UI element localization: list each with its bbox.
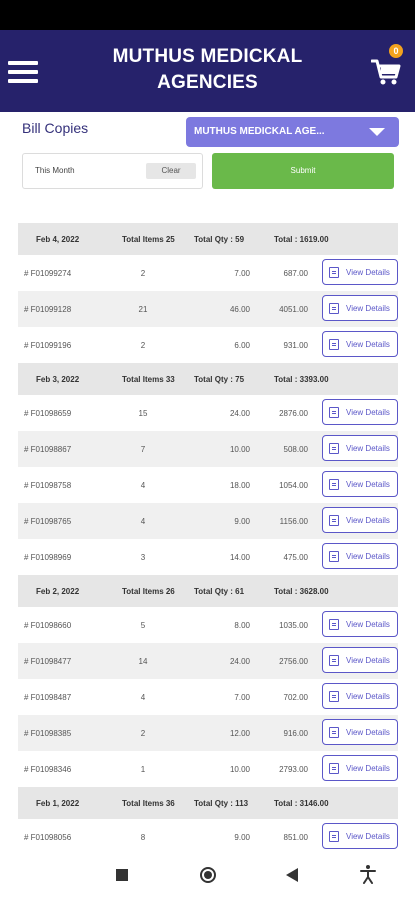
- document-icon: [329, 551, 339, 562]
- bill-total: 2793.00: [279, 765, 308, 774]
- period-filter[interactable]: [22, 153, 203, 189]
- bill-qty: 7.00: [234, 693, 250, 702]
- bill-number: # F01098056: [24, 833, 72, 842]
- view-details-button[interactable]: [322, 543, 398, 569]
- view-details-label: View Details: [346, 552, 390, 561]
- bill-qty: 9.00: [234, 833, 250, 842]
- bill-number: # F01098969: [24, 553, 72, 562]
- bill-number: # F01098867: [24, 445, 72, 454]
- bill-qty: 8.00: [234, 621, 250, 630]
- company-select[interactable]: [186, 117, 399, 147]
- bill-total: 687.00: [283, 269, 308, 278]
- bill-number: # F01098758: [24, 481, 72, 490]
- bills-list: [18, 223, 398, 855]
- bill-qty: 9.00: [234, 517, 250, 526]
- group-total-qty: Total Qty : 59: [194, 235, 245, 244]
- bill-row: [18, 751, 398, 787]
- group-total-qty: Total Qty : 113: [194, 799, 249, 808]
- bill-rows: [18, 607, 398, 787]
- bill-number: # F01098477: [24, 657, 72, 666]
- bill-row: [18, 327, 398, 363]
- view-details-label: View Details: [346, 764, 390, 773]
- view-details-label: View Details: [346, 268, 390, 277]
- view-details-button[interactable]: [322, 259, 398, 285]
- bill-total: 916.00: [283, 729, 308, 738]
- group-header: [18, 363, 398, 395]
- bill-item-count: 2: [140, 341, 146, 350]
- group-total-items: Total Items 25: [122, 235, 175, 244]
- bill-total: 1156.00: [279, 517, 308, 526]
- app-header: [0, 30, 415, 112]
- submit-button[interactable]: Submit: [212, 153, 394, 189]
- document-icon: [329, 831, 339, 842]
- bill-item-count: 4: [140, 481, 146, 490]
- bill-total: 1035.00: [279, 621, 308, 630]
- bill-item-count: 4: [140, 517, 146, 526]
- view-details-label: View Details: [346, 340, 390, 349]
- bill-number: # F01098765: [24, 517, 72, 526]
- home-button[interactable]: [200, 867, 216, 883]
- document-icon: [329, 267, 339, 278]
- view-details-button[interactable]: [322, 823, 398, 849]
- bill-item-count: 2: [140, 269, 146, 278]
- bill-qty: 24.00: [229, 409, 250, 418]
- bill-total: 2876.00: [279, 409, 308, 418]
- bill-total: 931.00: [283, 341, 308, 350]
- view-details-button[interactable]: [322, 647, 398, 673]
- document-icon: [329, 339, 339, 350]
- document-icon: [329, 515, 339, 526]
- group-total-items: Total Items 36: [122, 799, 175, 808]
- group-header: [18, 223, 398, 255]
- bill-row: [18, 255, 398, 291]
- app-title-line2: AGENCIES: [157, 72, 258, 93]
- bill-qty: 46.00: [229, 305, 250, 314]
- bill-number: # F01099128: [24, 305, 72, 314]
- view-details-button[interactable]: [322, 507, 398, 533]
- bill-total: 4051.00: [279, 305, 308, 314]
- bill-qty: 10.00: [229, 445, 250, 454]
- bill-row: [18, 503, 398, 539]
- menu-icon[interactable]: [8, 61, 38, 83]
- bill-item-count: 21: [138, 305, 148, 314]
- group-header: [18, 787, 398, 819]
- document-icon: [329, 763, 339, 774]
- view-details-button[interactable]: [322, 611, 398, 637]
- bill-row: [18, 467, 398, 503]
- bill-item-count: 2: [140, 729, 146, 738]
- chevron-down-icon: [369, 128, 385, 136]
- document-icon: [329, 619, 339, 630]
- bill-rows: [18, 395, 398, 575]
- view-details-button[interactable]: [322, 683, 398, 709]
- bill-total: 702.00: [283, 693, 308, 702]
- bill-qty: 6.00: [234, 341, 250, 350]
- bill-row: [18, 395, 398, 431]
- company-select-value: MUTHUS MEDICKAL AGE...: [194, 126, 325, 137]
- bill-qty: 10.00: [229, 765, 250, 774]
- bill-row: [18, 715, 398, 751]
- group-total-qty: Total Qty : 75: [194, 375, 245, 384]
- view-details-button[interactable]: [322, 331, 398, 357]
- group-date: Feb 1, 2022: [36, 799, 80, 808]
- view-details-label: View Details: [346, 832, 390, 841]
- bill-row: [18, 607, 398, 643]
- document-icon: [329, 407, 339, 418]
- bill-number: # F01098487: [24, 693, 72, 702]
- view-details-button[interactable]: [322, 719, 398, 745]
- bill-total: 851.00: [283, 833, 308, 842]
- group-date: Feb 3, 2022: [36, 375, 80, 384]
- bill-rows: [18, 819, 398, 855]
- clear-button[interactable]: Clear: [146, 163, 196, 179]
- document-icon: [329, 443, 339, 454]
- page-title: Bill Copies: [22, 120, 89, 136]
- period-value: This Month: [35, 166, 75, 175]
- view-details-label: View Details: [346, 692, 390, 701]
- view-details-label: View Details: [346, 480, 390, 489]
- group-total-amount: Total : 3628.00: [274, 587, 329, 596]
- document-icon: [329, 655, 339, 666]
- accessibility-icon[interactable]: [360, 864, 376, 884]
- bill-item-count: 1: [140, 765, 146, 774]
- view-details-label: View Details: [346, 408, 390, 417]
- document-icon: [329, 479, 339, 490]
- view-details-label: View Details: [346, 728, 390, 737]
- bill-number: # F01099274: [24, 269, 72, 278]
- bill-number: # F01099196: [24, 341, 72, 350]
- cart-count-badge: 0: [389, 44, 403, 58]
- view-details-button[interactable]: [322, 435, 398, 461]
- bill-qty: 7.00: [234, 269, 250, 278]
- group-total-items: Total Items 33: [122, 375, 175, 384]
- status-bar: [0, 0, 415, 30]
- bill-total: 508.00: [283, 445, 308, 454]
- bill-number: # F01098659: [24, 409, 72, 418]
- bill-number: # F01098346: [24, 765, 72, 774]
- bill-qty: 12.00: [229, 729, 250, 738]
- bill-item-count: 15: [138, 409, 148, 418]
- bill-number: # F01098385: [24, 729, 72, 738]
- bill-rows: [18, 255, 398, 363]
- document-icon: [329, 303, 339, 314]
- bill-total: 1054.00: [279, 481, 308, 490]
- app-title-line1: MUTHUS MEDICKAL: [112, 46, 303, 67]
- system-nav-bar: [0, 852, 415, 900]
- back-button[interactable]: [286, 868, 298, 882]
- app-title: [90, 44, 325, 96]
- bill-item-count: 14: [138, 657, 148, 666]
- group-total-qty: Total Qty : 61: [194, 587, 245, 596]
- bill-item-count: 3: [140, 553, 146, 562]
- bill-qty: 14.00: [229, 553, 250, 562]
- bill-number: # F01098660: [24, 621, 72, 630]
- cart-icon: [371, 58, 401, 86]
- bill-row: [18, 291, 398, 327]
- bill-total: 475.00: [283, 553, 308, 562]
- bill-row: [18, 539, 398, 575]
- group-total-items: Total Items 26: [122, 587, 175, 596]
- recent-apps-button[interactable]: [116, 869, 128, 881]
- cart-button[interactable]: [369, 44, 409, 94]
- bill-total: 2756.00: [279, 657, 308, 666]
- view-details-label: View Details: [346, 444, 390, 453]
- group-total-amount: Total : 1619.00: [274, 235, 329, 244]
- view-details-button[interactable]: [322, 295, 398, 321]
- view-details-button[interactable]: [322, 471, 398, 497]
- bill-row: [18, 679, 398, 715]
- group-total-amount: Total : 3146.00: [274, 799, 329, 808]
- bill-row: [18, 431, 398, 467]
- document-icon: [329, 727, 339, 738]
- bill-row: [18, 819, 398, 855]
- document-icon: [329, 691, 339, 702]
- view-details-button[interactable]: [322, 399, 398, 425]
- group-date: Feb 2, 2022: [36, 587, 80, 596]
- view-details-label: View Details: [346, 656, 390, 665]
- bill-item-count: 7: [140, 445, 146, 454]
- group-total-amount: Total : 3393.00: [274, 375, 329, 384]
- bill-item-count: 5: [140, 621, 146, 630]
- view-details-label: View Details: [346, 304, 390, 313]
- group-header: [18, 575, 398, 607]
- bill-row: [18, 643, 398, 679]
- view-details-label: View Details: [346, 516, 390, 525]
- view-details-button[interactable]: [322, 755, 398, 781]
- bill-qty: 18.00: [229, 481, 250, 490]
- bill-item-count: 4: [140, 693, 146, 702]
- view-details-label: View Details: [346, 620, 390, 629]
- bill-item-count: 8: [140, 833, 146, 842]
- bill-qty: 24.00: [229, 657, 250, 666]
- group-date: Feb 4, 2022: [36, 235, 80, 244]
